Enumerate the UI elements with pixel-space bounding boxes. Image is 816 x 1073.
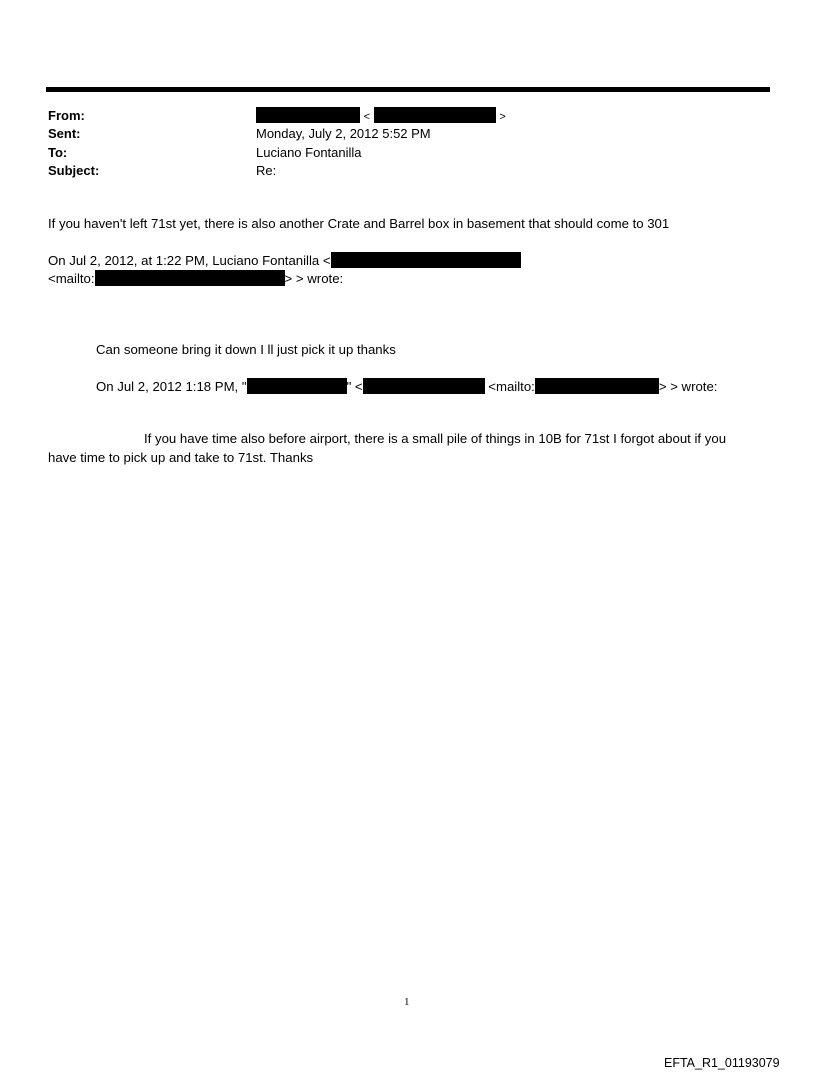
to-value: Luciano Fontanilla (256, 145, 362, 160)
quote1-prefix: On Jul 2, 2012, at 1:22 PM, Luciano Fontanilla < (48, 253, 331, 268)
quote-header-1 (48, 252, 521, 268)
message-line: If you haven't left 71st yet, there is also another Crate and Barrel box in basement that should come to 301 (48, 216, 670, 231)
bates-number: EFTA_R1_01193079 (664, 1056, 780, 1070)
from-label: From: (48, 108, 85, 123)
quote2-mid: " < (346, 379, 363, 394)
redaction-box (331, 252, 521, 268)
quote2-prefix: On Jul 2, 2012 1:18 PM, " (96, 379, 247, 394)
redaction-box (363, 378, 485, 394)
page-number: 1 (404, 996, 410, 1008)
from-gt: > (499, 111, 506, 123)
from-value (256, 107, 506, 123)
quote1-mailto: <mailto: (48, 271, 95, 286)
to-label: To: (48, 145, 68, 160)
redaction-box (95, 270, 285, 286)
from-lt: < (363, 111, 371, 123)
quoted-reply-2-line1: If you have time also before airport, there is a small pile of things in 10B for 71st I forgot about if you (144, 431, 727, 446)
subject-value: Re: (256, 163, 277, 178)
sent-value: Monday, July 2, 2012 5:52 PM (256, 126, 431, 141)
redaction-box (374, 107, 496, 123)
quote-header-2 (96, 378, 717, 394)
quote2-mailto: <mailto: (488, 379, 535, 394)
quote-header-1-line2 (48, 270, 343, 286)
quoted-reply-1: Can someone bring it down I ll just pick it up thanks (96, 342, 396, 357)
quote2-wrote: > > wrote: (658, 379, 718, 394)
subject-label: Subject: (48, 163, 100, 178)
sent-label: Sent: (48, 126, 81, 141)
quote1-wrote: > > wrote: (284, 271, 344, 286)
redaction-box (535, 378, 659, 394)
redaction-box (256, 107, 360, 123)
header-rule (46, 87, 770, 92)
quoted-reply-2-line2: have time to pick up and take to 71st. Thanks (48, 450, 314, 465)
redaction-box (247, 378, 347, 394)
